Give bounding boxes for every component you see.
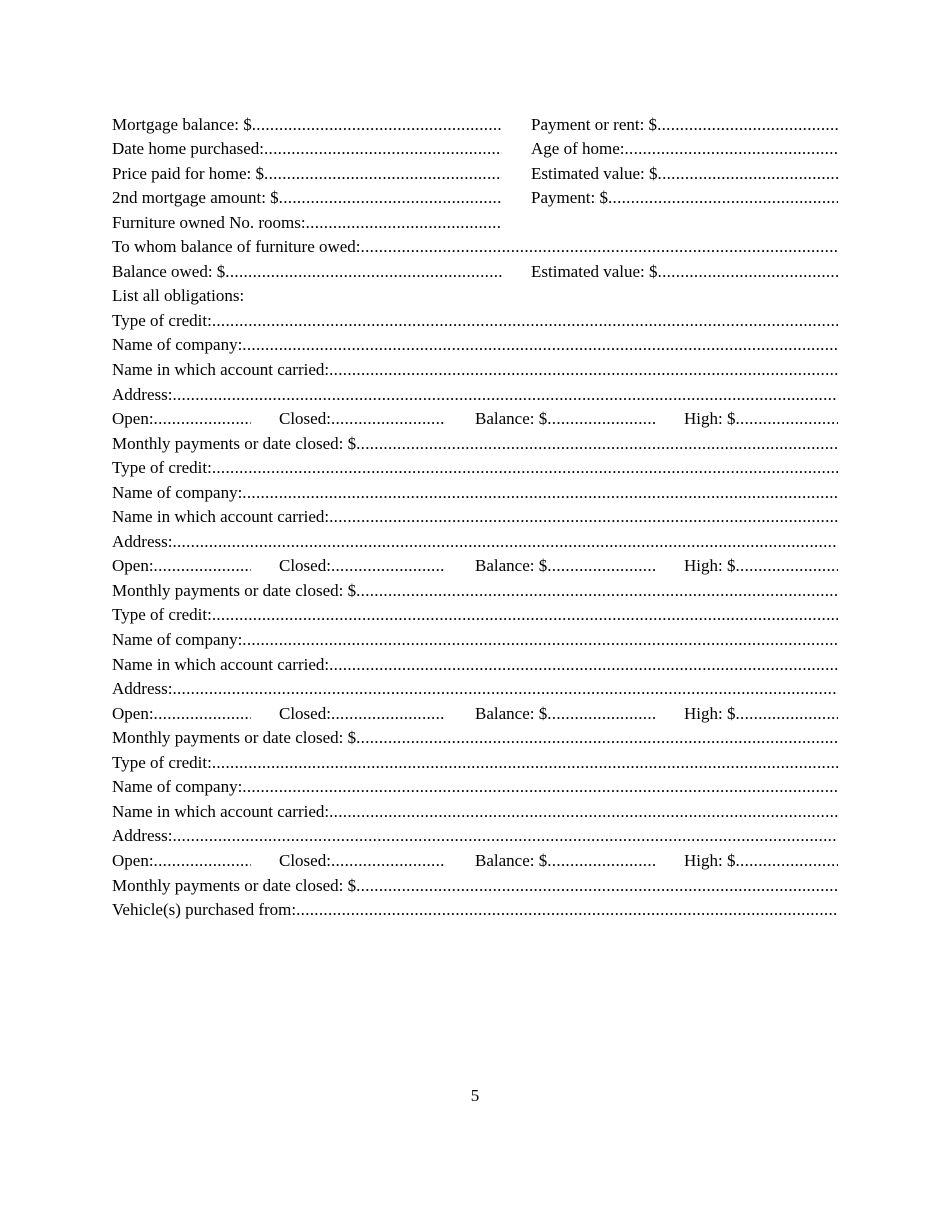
open-field[interactable] [112, 409, 251, 429]
high-field[interactable] [684, 704, 838, 724]
dotted-line [172, 679, 838, 699]
field-label: Address: [112, 826, 173, 846]
age-of-home-field[interactable] [531, 139, 838, 159]
field-label: Closed: [279, 409, 331, 429]
address-field[interactable] [112, 679, 838, 699]
form-row [112, 527, 838, 552]
dotted-line [331, 409, 446, 429]
dotted-line [329, 655, 838, 675]
open-field[interactable] [112, 704, 251, 724]
closed-field[interactable] [279, 704, 446, 724]
dotted-line [547, 704, 655, 724]
field-label: Open: [112, 850, 154, 870]
mortgage-balance-field[interactable] [112, 115, 502, 135]
name-of-company-field[interactable] [112, 630, 838, 650]
dotted-line [356, 434, 838, 454]
balance-field[interactable] [475, 704, 655, 724]
field-label: Name in which account carried: [112, 801, 330, 821]
field-label: Name of company: [112, 630, 243, 650]
form-row [112, 110, 838, 135]
dotted-line [242, 483, 838, 503]
field-label: Open: [112, 556, 154, 576]
dotted-line [356, 581, 838, 601]
field-label: Type of credit: [112, 752, 212, 772]
account-name-field[interactable] [112, 507, 838, 527]
field-label: Address: [112, 679, 173, 699]
field-label: Closed: [279, 850, 331, 870]
field-label: Monthly payments or date closed: $ [112, 580, 357, 600]
form-row [112, 233, 838, 258]
dotted-line [735, 704, 838, 724]
dotted-line [242, 335, 838, 355]
second-mortgage-field[interactable] [112, 188, 502, 208]
field-label: High: $ [684, 556, 736, 576]
form-row [112, 159, 838, 184]
dotted-line [658, 262, 838, 282]
open-field[interactable] [112, 851, 251, 871]
dotted-line [264, 139, 502, 159]
vehicle-purchased-from-field[interactable] [112, 900, 838, 920]
field-label: Monthly payments or date closed: $ [112, 728, 357, 748]
form-row [112, 380, 838, 405]
dotted-line [242, 777, 838, 797]
form-row [112, 405, 838, 430]
closed-field[interactable] [279, 556, 446, 576]
price-paid-field[interactable] [112, 164, 502, 184]
form-row [112, 896, 838, 921]
address-field[interactable] [112, 826, 838, 846]
dotted-line [356, 728, 838, 748]
field-label: Name of company: [112, 335, 243, 355]
furniture-owned-field[interactable] [112, 213, 502, 233]
field-label: Name of company: [112, 777, 243, 797]
type-of-credit-field[interactable] [112, 605, 838, 625]
dotted-line [252, 115, 502, 135]
field-label: Payment or rent: $ [531, 114, 658, 134]
dotted-line [331, 556, 446, 576]
form-row [112, 184, 838, 209]
dotted-line [172, 826, 838, 846]
field-label: To whom balance of furniture owed: [112, 237, 361, 257]
field-label: Payment: $ [531, 188, 608, 208]
high-field[interactable] [684, 851, 838, 871]
form-row [112, 429, 838, 454]
form-row [112, 208, 838, 233]
high-field[interactable] [684, 556, 838, 576]
balance-owed-field[interactable] [112, 262, 502, 282]
dotted-line [225, 262, 502, 282]
dotted-line [735, 556, 838, 576]
form-row [112, 306, 838, 331]
name-of-company-field[interactable] [112, 335, 838, 355]
dotted-line [242, 630, 838, 650]
form-row [112, 724, 838, 749]
dotted-line [547, 409, 655, 429]
field-label: Vehicle(s) purchased from: [112, 900, 297, 920]
field-label: Price paid for home: $ [112, 163, 265, 183]
name-of-company-field[interactable] [112, 777, 838, 797]
form-row [112, 331, 838, 356]
account-name-field[interactable] [112, 655, 838, 675]
dotted-line [296, 900, 838, 920]
form-row [112, 748, 838, 773]
form-row [112, 601, 838, 626]
field-label: Furniture owned No. rooms: [112, 212, 306, 232]
dotted-line [154, 704, 251, 724]
dotted-line [264, 164, 502, 184]
form-row [112, 257, 838, 282]
balance-field[interactable] [475, 851, 655, 871]
dotted-line [331, 851, 446, 871]
field-label: Date home purchased: [112, 139, 264, 159]
field-label: Name of company: [112, 482, 243, 502]
field-label: Balance: $ [475, 703, 548, 723]
dotted-line [329, 802, 838, 822]
field-label: Balance: $ [475, 850, 548, 870]
form-row [112, 650, 838, 675]
form-row [112, 773, 838, 798]
address-field[interactable] [112, 532, 838, 552]
field-label: Address: [112, 384, 173, 404]
field-label: High: $ [684, 703, 736, 723]
dotted-line [212, 458, 838, 478]
payment-field[interactable] [531, 188, 838, 208]
dotted-line [154, 556, 251, 576]
credit-application-form [112, 110, 838, 920]
name-of-company-field[interactable] [112, 483, 838, 503]
high-field[interactable] [684, 409, 838, 429]
field-label: Balance owed: $ [112, 261, 226, 281]
dotted-line [172, 532, 838, 552]
dotted-line [331, 704, 446, 724]
estimated-value-field[interactable] [531, 164, 838, 184]
open-field[interactable] [112, 556, 251, 576]
monthly-payments-field[interactable] [112, 581, 838, 601]
monthly-payments-field[interactable] [112, 728, 838, 748]
form-row [112, 503, 838, 528]
dotted-line [361, 237, 838, 257]
dotted-line [658, 164, 838, 184]
dotted-line [212, 605, 838, 625]
field-label: Type of credit: [112, 605, 212, 625]
field-label: Balance: $ [475, 409, 548, 429]
dotted-line [735, 851, 838, 871]
dotted-line [154, 851, 251, 871]
monthly-payments-field[interactable] [112, 434, 838, 454]
field-label: High: $ [684, 850, 736, 870]
dotted-line [329, 507, 838, 527]
field-label: Estimated value: $ [531, 163, 658, 183]
field-label: Name in which account carried: [112, 507, 330, 527]
dotted-line [657, 115, 838, 135]
furniture-estimated-value-field[interactable] [531, 262, 838, 282]
form-row [112, 797, 838, 822]
form-row [112, 552, 838, 577]
dotted-line [306, 213, 502, 233]
form-row [112, 454, 838, 479]
page-number: 5 [470, 1086, 480, 1105]
type-of-credit-field[interactable] [112, 311, 838, 331]
field-label: Age of home: [531, 139, 625, 159]
dotted-line [279, 188, 502, 208]
closed-field[interactable] [279, 851, 446, 871]
balance-field[interactable] [475, 409, 655, 429]
form-row [112, 846, 838, 871]
dotted-line [329, 360, 838, 380]
dotted-line [212, 753, 838, 773]
form-row [112, 871, 838, 896]
field-label: Open: [112, 409, 154, 429]
field-label: 2nd mortgage amount: $ [112, 188, 279, 208]
field-label: Name in which account carried: [112, 654, 330, 674]
date-home-purchased-field[interactable] [112, 139, 502, 159]
form-row [112, 675, 838, 700]
field-label: Estimated value: $ [531, 261, 658, 281]
type-of-credit-field[interactable] [112, 753, 838, 773]
field-label: Closed: [279, 703, 331, 723]
closed-field[interactable] [279, 409, 446, 429]
field-label: Address: [112, 531, 173, 551]
field-label: High: $ [684, 409, 736, 429]
dotted-line [735, 409, 838, 429]
field-label: Closed: [279, 556, 331, 576]
form-row [112, 282, 838, 307]
account-name-field[interactable] [112, 802, 838, 822]
field-label: Type of credit: [112, 310, 212, 330]
dotted-line [154, 409, 251, 429]
obligations-heading: List all obligations: [112, 286, 245, 306]
dotted-line [608, 188, 838, 208]
form-row [112, 355, 838, 380]
field-label: Balance: $ [475, 556, 548, 576]
field-label: Mortgage balance: $ [112, 114, 252, 134]
field-label: Open: [112, 703, 154, 723]
dotted-line [172, 385, 838, 405]
balance-field[interactable] [475, 556, 655, 576]
dotted-line [356, 876, 838, 896]
monthly-payments-field[interactable] [112, 876, 838, 896]
dotted-line [547, 851, 655, 871]
dotted-line [547, 556, 655, 576]
furniture-owed-to-field[interactable] [112, 237, 838, 257]
dotted-line [624, 139, 838, 159]
form-row [112, 625, 838, 650]
form-row [112, 135, 838, 160]
dotted-line [212, 311, 838, 331]
payment-or-rent-field[interactable] [531, 115, 838, 135]
form-row [112, 576, 838, 601]
field-label: Type of credit: [112, 458, 212, 478]
type-of-credit-field[interactable] [112, 458, 838, 478]
account-name-field[interactable] [112, 360, 838, 380]
field-label: Monthly payments or date closed: $ [112, 433, 357, 453]
field-label: Monthly payments or date closed: $ [112, 875, 357, 895]
form-row [112, 478, 838, 503]
address-field[interactable] [112, 385, 838, 405]
form-row [112, 822, 838, 847]
form-row [112, 699, 838, 724]
field-label: Name in which account carried: [112, 360, 330, 380]
